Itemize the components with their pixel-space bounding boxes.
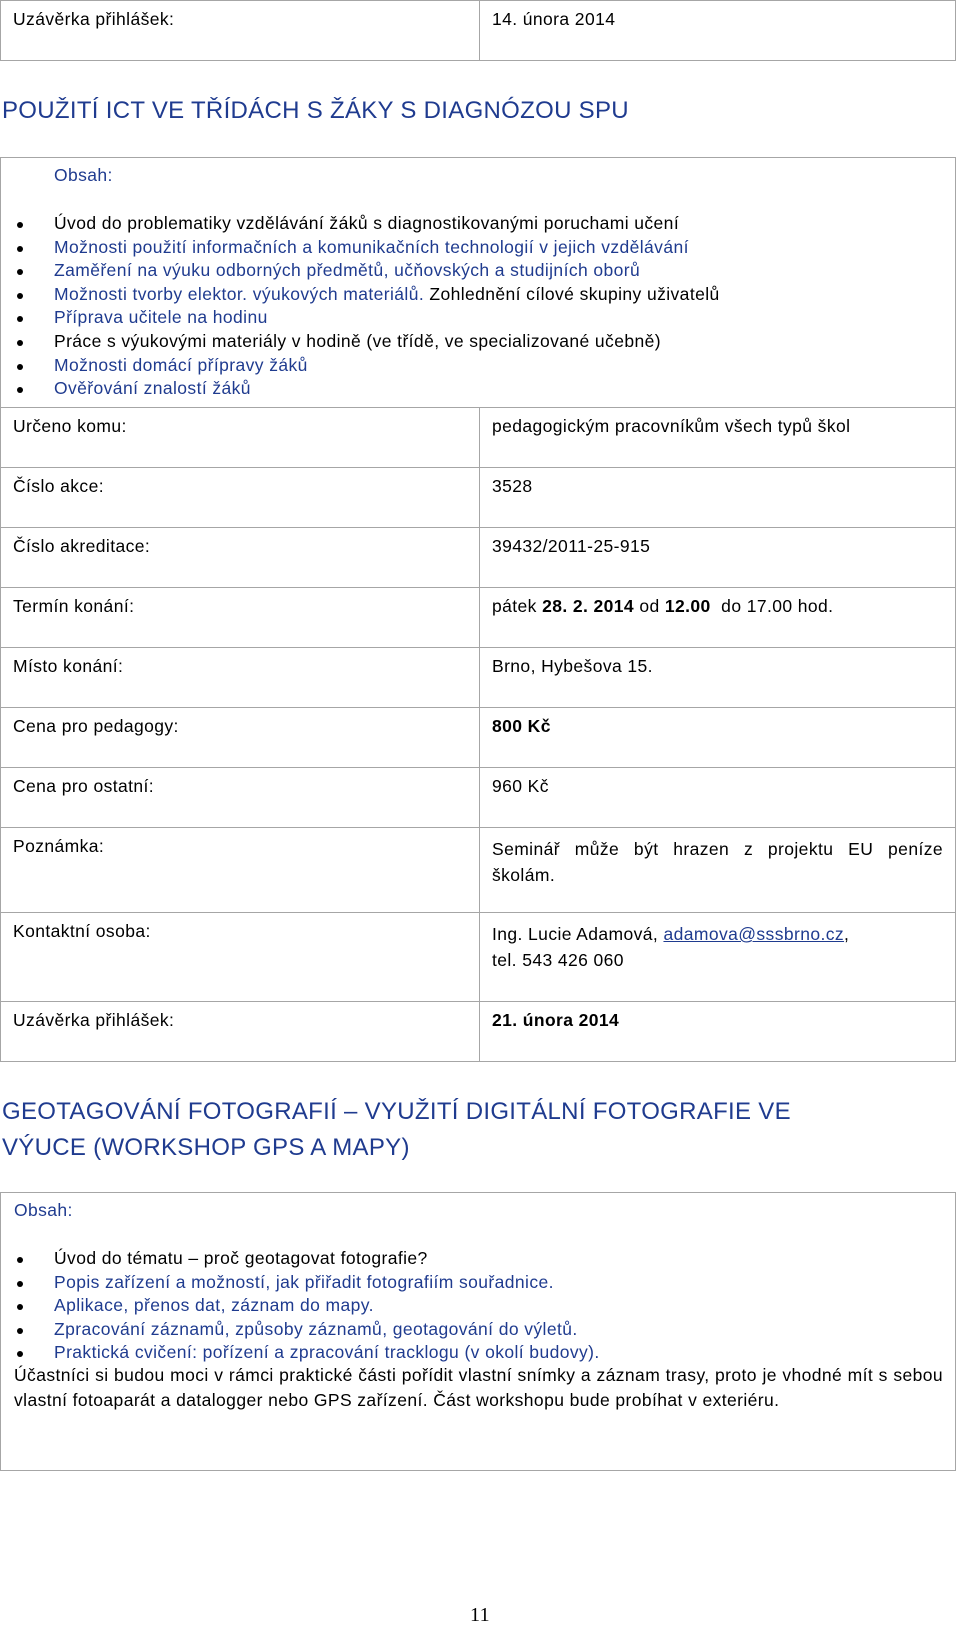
row-cena-ost-value: 960 Kč	[479, 767, 956, 828]
deadline-value-cell	[479, 0, 956, 61]
row-cena-ped-label: Cena pro pedagogy:	[0, 707, 480, 768]
list-item: Praktická cvičení: pořízení a zpracování tracklogu (v okolí budovy).	[54, 1341, 600, 1365]
course2-paragraph: Účastníci si budou moci v rámci praktické části pořídit vlastní snímky a záznam trasy, proto je vhodné mít s sebou vlastní fotoaparát a datalogger nebo GPS zařízení. Část workshopu bude probíhat v exteriéru.	[14, 1365, 943, 1410]
course1-obsah-box	[0, 157, 956, 408]
deadline-label: Uzávěrka přihlášek:	[13, 9, 175, 29]
row-uzaverka-label: Uzávěrka přihlášek:	[0, 1001, 480, 1062]
row-cena-ped-value: 800 Kč	[479, 707, 956, 768]
list-item: Možnosti domácí přípravy žáků	[54, 354, 720, 378]
row-kontakt-value: Ing. Lucie Adamová, adamova@sssbrno.cz, tel. 543 426 060	[479, 912, 956, 1002]
row-kontakt-label: Kontaktní osoba:	[0, 912, 480, 1002]
row-poznamka-label: Poznámka:	[0, 827, 480, 913]
course2-obsah-box	[0, 1192, 956, 1471]
list-item: Úvod do problematiky vzdělávání žáků s diagnostikovanými poruchami učení	[54, 212, 720, 236]
row-termin-value: pátek 28. 2. 2014 od 12.00 do 17.00 hod.	[479, 587, 956, 648]
course2-obsah-label: Obsah:	[14, 1200, 73, 1220]
row-uzaverka-value: 21. února 2014	[479, 1001, 956, 1062]
row-akreditace-value: 39432/2011-25-915	[479, 527, 956, 588]
course2-title: GEOTAGOVÁNÍ FOTOGRAFIÍ – VYUŽITÍ DIGITÁLNÍ FOTOGRAFIE VE VÝUCE (WORKSHOP GPS A MAPY)	[2, 1098, 791, 1161]
list-item: Příprava učitele na hodinu	[54, 306, 720, 330]
course1-title: POUŽITÍ ICT VE TŘÍDÁCH S ŽÁKY S DIAGNÓZOU SPU	[2, 97, 629, 124]
course2-obsah-list	[54, 1247, 600, 1365]
list-item: Zaměření na výuku odborných předmětů, učňovských a studijních oborů	[54, 259, 720, 283]
row-cislo-akce-value: 3528	[479, 467, 956, 528]
list-item: Možnosti použití informačních a komunikačních technologií v jejich vzdělávání	[54, 236, 720, 260]
row-poznamka-value: Seminář může být hrazen z projektu EU peníze školám.	[479, 827, 956, 913]
row-misto-label: Místo konání:	[0, 647, 480, 708]
row-cena-ost-label: Cena pro ostatní:	[0, 767, 480, 828]
list-item: Popis zařízení a možností, jak přiřadit fotografiím souřadnice.	[54, 1271, 600, 1295]
row-akreditace-label: Číslo akreditace:	[0, 527, 480, 588]
course1-obsah-list	[54, 212, 720, 401]
row-misto-value: Brno, Hybešova 15.	[479, 647, 956, 708]
deadline-label-cell	[0, 0, 480, 61]
list-item: Zpracování záznamů, způsoby záznamů, geotagování do výletů.	[54, 1318, 600, 1342]
list-item: Úvod do tématu – proč geotagovat fotografie?	[54, 1247, 600, 1271]
row-termin-label: Termín konání:	[0, 587, 480, 648]
list-item: Práce s výukovými materiály v hodině (ve třídě, ve specializované učebně)	[54, 330, 720, 354]
page-number: 11	[469, 1604, 491, 1626]
list-item: Ověřování znalostí žáků	[54, 377, 720, 401]
row-urceno-label: Určeno komu:	[0, 407, 480, 468]
course1-obsah-label: Obsah:	[54, 165, 113, 185]
deadline-value: 14. února 2014	[492, 9, 616, 29]
list-item: Aplikace, přenos dat, záznam do mapy.	[54, 1294, 600, 1318]
list-item: Možnosti tvorby elektor. výukových materiálů. Zohlednění cílové skupiny uživatelů	[54, 283, 720, 307]
row-urceno-value: pedagogickým pracovníkům všech typů škol	[479, 407, 956, 468]
row-cislo-akce-label: Číslo akce:	[0, 467, 480, 528]
contact-email-link[interactable]: adamova@sssbrno.cz	[663, 924, 845, 944]
